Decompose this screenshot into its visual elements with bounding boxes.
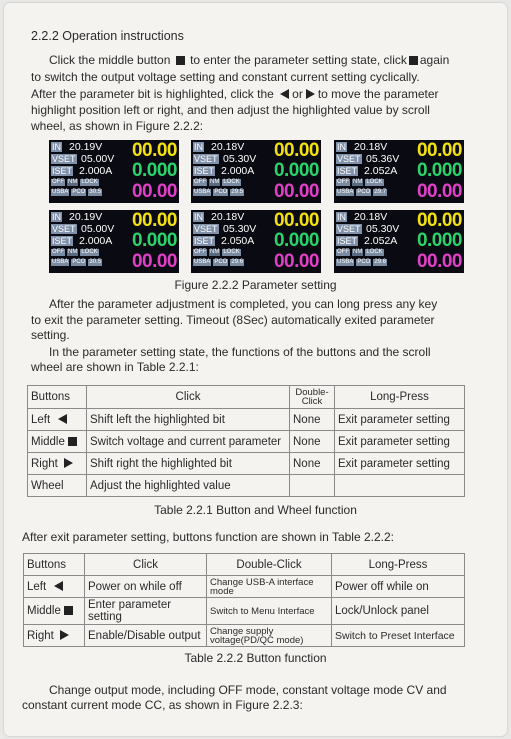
long-press-cell: Lock/Unlock panel	[332, 598, 465, 625]
in-label: IN	[52, 212, 61, 222]
para5-line-2: constant current mode CC, as shown in Figure 2.2.3:	[22, 698, 303, 712]
status-item: OFF	[337, 179, 349, 185]
long-press-cell: Switch to Preset Interface	[332, 625, 465, 647]
figure-caption: Figure 2.2.2 Parameter setting	[174, 278, 337, 292]
in-label: IN	[52, 142, 61, 152]
right-arrow-icon	[64, 458, 73, 468]
table-row	[28, 431, 465, 453]
iset-value: 2.052A	[364, 165, 398, 177]
iset-value: 2.000A	[79, 235, 113, 247]
double-click-cell: Change USB-A interface mode	[207, 576, 332, 598]
status-item: USBA	[52, 259, 69, 265]
status-bar	[51, 179, 101, 186]
iset-label: ISET	[52, 166, 73, 176]
intro-text: again	[419, 53, 450, 67]
output-voltage: 00.00	[416, 210, 462, 231]
intro-text: to move the parameter	[317, 87, 439, 101]
status-bar	[193, 249, 243, 256]
output-voltage: 00.00	[131, 210, 177, 231]
intro-text: After the parameter bit is highlighted, click the	[31, 87, 274, 101]
button-name: Right	[31, 457, 58, 470]
status-bar-2	[336, 259, 389, 266]
status-item: 29.6	[231, 259, 244, 265]
left-arrow-icon	[54, 581, 63, 591]
table-button-function	[23, 553, 465, 647]
status-item: USBA	[194, 259, 211, 265]
status-bar	[336, 179, 386, 186]
button-name: Middle	[31, 435, 65, 448]
status-item: 30.5	[89, 189, 102, 195]
status-item: 30.5	[89, 259, 102, 265]
output-current: 0.000	[131, 230, 177, 251]
para2-line-1: After the parameter adjustment is completed, you can long press any key	[49, 297, 438, 311]
status-bar-2	[51, 259, 104, 266]
section-heading: 2.2.2 Operation instructions	[31, 29, 184, 43]
table-row	[28, 453, 465, 475]
table-row	[24, 576, 465, 598]
in-label: IN	[194, 142, 203, 152]
input-voltage: 20.18V	[211, 141, 245, 153]
iset-value: 2.050A	[221, 235, 255, 247]
vset-label: VSET	[337, 224, 361, 234]
table-row	[28, 475, 465, 497]
long-press-cell: Exit parameter setting	[335, 409, 465, 431]
output-power: 00.00	[273, 251, 319, 272]
status-item: NM	[210, 249, 220, 255]
output-voltage: 00.00	[416, 140, 462, 161]
input-voltage: 20.19V	[69, 211, 103, 223]
status-item: USBA	[52, 189, 69, 195]
status-item: 29.7	[374, 189, 387, 195]
status-bar-2	[336, 189, 389, 196]
button-name: Middle	[27, 605, 61, 617]
button-cell	[24, 598, 85, 625]
status-item: PCO	[357, 259, 371, 265]
status-item: PCO	[214, 189, 228, 195]
input-voltage: 20.19V	[69, 141, 103, 153]
status-item: USBA	[337, 189, 354, 195]
long-press-cell: Exit parameter setting	[335, 453, 465, 475]
iset-label: ISET	[52, 236, 73, 246]
double-click-cell: Change supply voltage(PD/QC mode)	[207, 625, 332, 647]
device-screen	[191, 210, 321, 273]
output-current: 0.000	[416, 160, 462, 181]
status-item: USBA	[337, 259, 354, 265]
output-power: 00.00	[131, 181, 177, 202]
middle-button-icon	[64, 606, 73, 615]
device-screen	[191, 140, 321, 203]
table2-header-long-press: Long-Press	[332, 554, 465, 576]
output-power: 00.00	[416, 181, 462, 202]
vset-value: 05.30V	[223, 153, 257, 165]
status-item: NM	[68, 249, 78, 255]
device-screen	[334, 210, 464, 273]
status-bar-2	[193, 189, 246, 196]
middle-button-icon	[176, 56, 185, 65]
button-name: Left	[27, 580, 47, 593]
status-item: NM	[210, 179, 220, 185]
click-cell: Enter parameter setting	[85, 598, 207, 625]
long-press-cell	[335, 475, 465, 497]
right-arrow-icon	[60, 630, 69, 640]
button-cell	[28, 453, 87, 475]
left-arrow-icon	[58, 414, 67, 424]
click-cell: Enable/Disable output	[85, 625, 207, 647]
output-voltage: 00.00	[131, 140, 177, 161]
vset-value: 05.36V	[366, 153, 400, 165]
status-item: OFF	[194, 249, 206, 255]
status-item: OFF	[337, 249, 349, 255]
table1-header-buttons: Buttons	[28, 386, 87, 409]
click-cell: Adjust the highlighted value	[87, 475, 290, 497]
middle-button-icon	[68, 437, 77, 446]
click-cell: Shift right the highlighted bit	[87, 453, 290, 475]
iset-label: ISET	[194, 166, 215, 176]
input-voltage: 20.18V	[354, 141, 388, 153]
output-current: 0.000	[273, 230, 319, 251]
button-cell	[24, 625, 85, 647]
status-item: OFF	[52, 249, 64, 255]
right-arrow-icon	[306, 89, 315, 99]
iset-value: 2.052A	[364, 235, 398, 247]
para3-line-1: In the parameter setting state, the functions of the buttons and the scroll	[49, 345, 431, 359]
table2-header-double-click: Double-Click	[207, 554, 332, 576]
iset-label: ISET	[337, 166, 358, 176]
table-row	[24, 598, 465, 625]
in-label: IN	[337, 212, 346, 222]
double-click-cell: Switch to Menu Interface	[207, 598, 332, 625]
double-click-cell: None	[290, 409, 335, 431]
intro-line-3	[31, 87, 439, 101]
long-press-cell: Exit parameter setting	[335, 431, 465, 453]
double-click-cell: None	[290, 431, 335, 453]
output-current: 0.000	[273, 160, 319, 181]
click-cell: Shift left the highlighted bit	[87, 409, 290, 431]
status-item: 29.6	[374, 259, 387, 265]
status-item: PCO	[72, 259, 86, 265]
status-item: NM	[68, 179, 78, 185]
double-click-cell	[290, 475, 335, 497]
para2-line-2: to exit the parameter setting. Timeout (8Sec) automatically exited parameter	[31, 313, 435, 327]
click-cell: Switch voltage and current parameter	[87, 431, 290, 453]
click-cell: Power on while off	[85, 576, 207, 598]
status-item: LOCK	[223, 249, 240, 255]
device-screen	[334, 140, 464, 203]
status-item: OFF	[52, 179, 64, 185]
button-cell	[28, 431, 87, 453]
intro-line-1	[49, 53, 449, 67]
output-power: 00.00	[416, 251, 462, 272]
in-label: IN	[194, 212, 203, 222]
table1-caption: Table 2.2.1 Button and Wheel function	[154, 503, 357, 517]
table2-header-buttons: Buttons	[24, 554, 85, 576]
vset-label: VSET	[52, 224, 76, 234]
vset-label: VSET	[337, 154, 361, 164]
device-screen	[49, 210, 179, 273]
vset-label: VSET	[194, 154, 218, 164]
para4: After exit parameter setting, buttons function are shown in Table 2.2.2:	[22, 530, 394, 544]
status-item: OFF	[194, 179, 206, 185]
table1-header-double-click: Double-Click	[290, 386, 335, 409]
status-bar	[193, 179, 243, 186]
status-item: PCO	[214, 259, 228, 265]
output-power: 00.00	[273, 181, 319, 202]
table2-caption: Table 2.2.2 Button function	[184, 651, 327, 665]
intro-line-4: highlight position left or right, and then adjust the highlighted value by scroll	[31, 103, 430, 117]
table1-header-click: Click	[87, 386, 290, 409]
status-item: LOCK	[81, 249, 98, 255]
button-cell	[24, 576, 85, 598]
table-button-wheel-function	[27, 385, 465, 497]
table1-header-long-press: Long-Press	[335, 386, 465, 409]
status-item: PCO	[357, 189, 371, 195]
output-current: 0.000	[131, 160, 177, 181]
status-bar	[51, 249, 101, 256]
status-item: NM	[353, 179, 363, 185]
table-row	[24, 625, 465, 647]
status-item: LOCK	[366, 249, 383, 255]
vset-value: 05.00V	[81, 153, 115, 165]
status-bar	[336, 249, 386, 256]
button-cell: Wheel	[28, 475, 87, 497]
status-item: NM	[353, 249, 363, 255]
output-voltage: 00.00	[273, 210, 319, 231]
status-item: LOCK	[223, 179, 240, 185]
status-bar-2	[51, 189, 104, 196]
status-item: USBA	[194, 189, 211, 195]
intro-line-5: wheel, as shown in Figure 2.2.2:	[31, 119, 204, 133]
input-voltage: 20.18V	[354, 211, 388, 223]
status-item: LOCK	[366, 179, 383, 185]
iset-label: ISET	[337, 236, 358, 246]
table-row	[28, 409, 465, 431]
device-screen	[49, 140, 179, 203]
vset-value: 05.30V	[366, 223, 400, 235]
vset-value: 05.00V	[81, 223, 115, 235]
middle-button-icon	[409, 56, 418, 65]
status-item: 29.5	[231, 189, 244, 195]
intro-line-2: to switch the output voltage setting and constant current setting cyclically.	[31, 70, 420, 84]
double-click-cell: None	[290, 453, 335, 475]
vset-label: VSET	[52, 154, 76, 164]
vset-label: VSET	[194, 224, 218, 234]
output-current: 0.000	[416, 230, 462, 251]
intro-text: to enter the parameter setting state, click	[190, 53, 407, 67]
iset-value: 2.000A	[221, 165, 255, 177]
para5-line-1: Change output mode, including OFF mode, constant voltage mode CV and	[49, 683, 447, 697]
status-item: LOCK	[81, 179, 98, 185]
intro-text: or	[292, 87, 303, 101]
button-name: Left	[31, 413, 51, 426]
button-name: Right	[27, 629, 54, 642]
left-arrow-icon	[280, 89, 289, 99]
vset-value: 05.30V	[223, 223, 257, 235]
iset-value: 2.000A	[79, 165, 113, 177]
long-press-cell: Power off while on	[332, 576, 465, 598]
table2-header-click: Click	[85, 554, 207, 576]
iset-label: ISET	[194, 236, 215, 246]
output-power: 00.00	[131, 251, 177, 272]
para2-line-3: setting.	[31, 328, 70, 342]
status-item: PCO	[72, 189, 86, 195]
para3-line-2: wheel are shown in Table 2.2.1:	[31, 360, 199, 374]
manual-page	[4, 3, 507, 736]
status-bar-2	[193, 259, 246, 266]
button-cell	[28, 409, 87, 431]
in-label: IN	[337, 142, 346, 152]
output-voltage: 00.00	[273, 140, 319, 161]
input-voltage: 20.18V	[211, 211, 245, 223]
figure-parameter-screens	[49, 140, 479, 275]
intro-text: Click the middle button	[49, 53, 171, 67]
